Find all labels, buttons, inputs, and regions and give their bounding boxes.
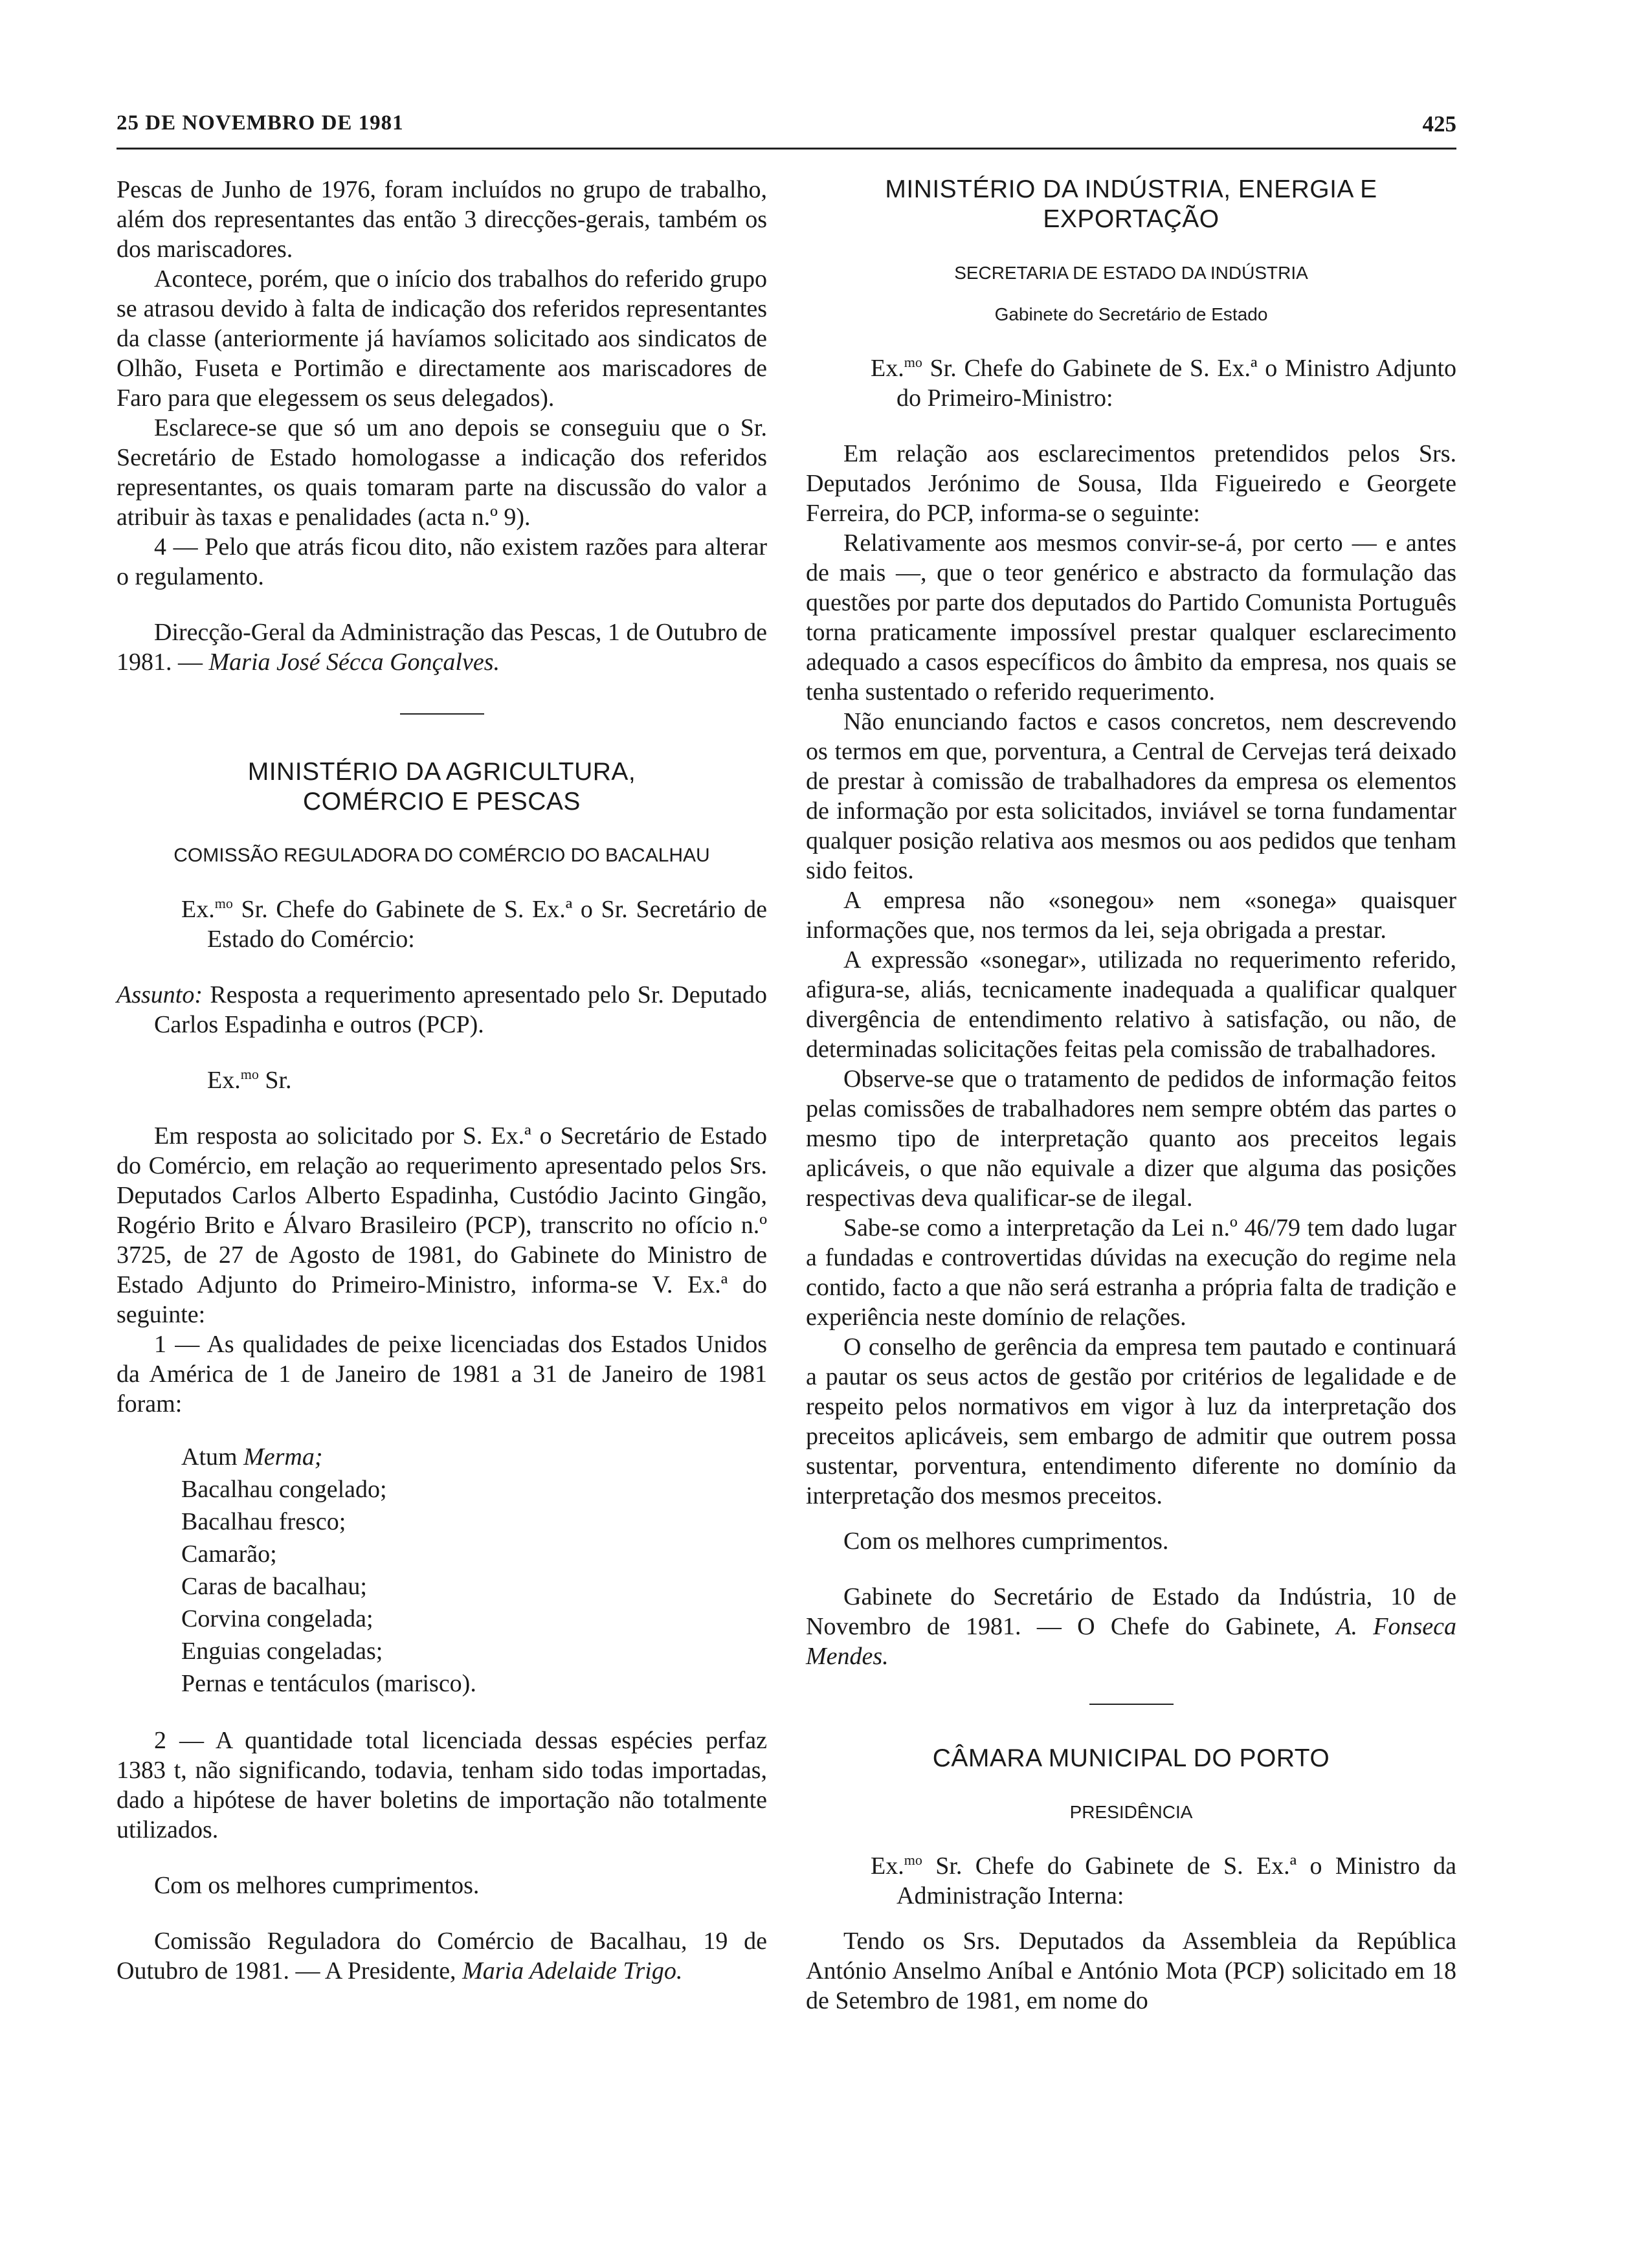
paragraph: Em resposta ao solicitado por S. Ex.ª o Secretário de Estado do Comércio, em relação ao requerimento apresentado pelos Srs. Deputados Carlos Alberto Espadinha, Custódio Jacinto Gingão, Rogério Brito e Álvaro Brasileiro (PCP), transcrito no ofício n.º 3725, de 27 de Agosto de 1981, do Gabinete do Ministro de Estado Adjunto do Primeiro-Ministro, informa-se V. Ex.ª do seguinte: [117, 1122, 767, 1328]
list-item: Bacalhau fresco; [181, 1508, 346, 1535]
list-item: Pernas e tentáculos (marisco). [181, 1670, 476, 1697]
addressee-text: Sr. Chefe do Gabinete de S. Ex.ª o Ministro da Administração Interna: [897, 1852, 1456, 1909]
paragraph: Esclarece-se que só um ano depois se conseguiu que o Sr. Secretário de Estado homologasse a indicação dos referidos representantes, os quais tomaram parte na discussão do valor a atribuir às taxas e penalidades (acta n.º 9). [117, 414, 767, 531]
page-number: 425 [1422, 111, 1456, 137]
addressee-title: Ex. [871, 355, 904, 382]
paragraph: O conselho de gerência da empresa tem pautado e continuará a pautar os seus actos de gestão por critérios de legalidade e de respeito pelos normativos em vigor à luz da interpretação dos preceitos aplicáveis, sem embargo de admitir que outrem possa sustentar, porventura, entendimento diferente no domínio da interpretação dos mesmos preceitos. [806, 1333, 1456, 1509]
signature-text: Comissão Reguladora do Comércio de Bacalhau, 19 de Outubro de 1981. — A Presidente, [117, 1928, 767, 1984]
presidency-heading: PRESIDÊNCIA [1069, 1802, 1193, 1822]
addressee [806, 1851, 1456, 1911]
signatory-name: A. Fonseca Mendes. [806, 1613, 1456, 1670]
section-divider [400, 713, 484, 715]
superscript: mo [904, 354, 922, 370]
salutation-text: Sr. [258, 1067, 292, 1094]
paragraph: Sabe-se como a interpretação da Lei n.º 46/79 tem dado lugar a fundadas e controvertidas dúvidas na execução do regime nela contido, facto a que não será estranha a própria falta de tradição e experiência neste domínio de relações. [806, 1214, 1456, 1331]
signature-block [117, 617, 767, 677]
signatory-name: Maria Adelaide Trigo. [462, 1957, 683, 1984]
paragraph: Pescas de Junho de 1976, foram incluídos no grupo de trabalho, além dos representantes das então 3 direcções-gerais, também os dos mariscadores. [117, 176, 767, 263]
list-item: Enguias congeladas; [181, 1638, 383, 1665]
paragraph: 1 — As qualidades de peixe licenciadas dos Estados Unidos da América de 1 de Janeiro de 1981 a 31 de Janeiro de 1981 foram: [117, 1331, 767, 1418]
signatory-name: Maria José Sécca Gonçalves. [208, 649, 500, 676]
right-column [806, 175, 1456, 2016]
section-divider [1089, 1704, 1174, 1705]
commission-heading: COMISSÃO REGULADORA DO COMÉRCIO DO BACALHAU [173, 845, 710, 866]
superscript: mo [214, 895, 233, 911]
addressee [806, 353, 1456, 413]
paragraph: Tendo os Srs. Deputados da Assembleia da República António Anselmo Aníbal e António Mota (PCP) solicitado em 18 de Setembro de 1981, em nome do [806, 1928, 1456, 2014]
signature-block [806, 1582, 1456, 1671]
addressee-title: Ex. [181, 896, 215, 923]
secretariat-heading: SECRETARIA DE ESTADO DA INDÚSTRIA [954, 263, 1308, 283]
paragraph: 4 — Pelo que atrás ficou dito, não existem razões para alterar o regulamento. [117, 533, 767, 590]
paragraph: A expressão «sonegar», utilizada no requerimento referido, afigura-se, aliás, tecnicamente inadequada a qualificar qualquer divergência de entendimento relativo à satisfação, ou não, de determinadas solicitações feitas pela comissão de trabalhadores. [806, 946, 1456, 1063]
list-item: Atum Merma; [181, 1443, 323, 1471]
paragraph: Observe-se que o tratamento de pedidos de informação feitos pelas comissões de trabalhadores nem sempre obtém das partes o mesmo tipo de interpretação quanto aos preceitos legais aplicáveis, o que não equivale a dizer que alguma das posições respectivas deva qualificar-se de ilegal. [806, 1065, 1456, 1212]
signature-text: Direcção-Geral da Administração das Pescas, 1 de Outubro de 1981. — [117, 619, 767, 676]
paragraph: Em relação aos esclarecimentos pretendidos pelos Srs. Deputados Jerónimo de Sousa, Ilda Figueiredo e Georgete Ferreira, do PCP, informa-se o seguinte: [806, 440, 1456, 527]
chamber-heading: CÂMARA MUNICIPAL DO PORTO [932, 1744, 1330, 1772]
paragraph: Relativamente aos mesmos convir-se-á, por certo — e antes de mais —, que o teor genérico e abstracto da formulação das questões por parte dos deputados do Partido Comunista Português torna praticamente impossível prestar qualquer esclarecimento adequado a casos específicos do âmbito da empresa, nos quais se tenha sustentado o referido requerimento. [806, 529, 1456, 706]
list-item: Caras de bacalhau; [181, 1573, 367, 1600]
addressee-text: Sr. Chefe do Gabinete de S. Ex.ª o Sr. Secretário de Estado do Comércio: [207, 896, 767, 953]
subject-text: Resposta a requerimento apresentado pelo Sr. Deputado Carlos Espadinha e outros (PCP). [154, 981, 767, 1038]
paragraph: A empresa não «sonegou» nem «sonega» quaisquer informações que, nos termos da lei, seja obrigada a prestar. [806, 887, 1456, 944]
page-header [117, 111, 1456, 150]
closing: Com os melhores cumprimentos. [154, 1872, 480, 1899]
closing: Com os melhores cumprimentos. [843, 1528, 1169, 1555]
signature-block [117, 1926, 767, 1986]
superscript: mo [240, 1066, 259, 1082]
addressee [117, 895, 767, 954]
salutation-title: Ex. [207, 1067, 241, 1094]
addressee-title: Ex. [871, 1852, 904, 1880]
cabinet-heading: Gabinete do Secretário de Estado [994, 304, 1268, 324]
paragraph: Acontece, porém, que o início dos trabalhos do referido grupo se atrasou devido à falta de indicação dos referidos representantes da classe (anteriormente já havíamos solicitado aos sindicatos de Olhão, Fuseta e Portimão e directamente aos mariscadores de Faro para que elegessem os seus delegados). [117, 265, 767, 412]
signature-text: Gabinete do Secretário de Estado da Indústria, 10 de Novembro de 1981. — O Chefe do Gabinete, [806, 1583, 1456, 1640]
list-item: Camarão; [181, 1540, 277, 1568]
subject-label: Assunto: [117, 981, 203, 1008]
paragraph: Não enunciando factos e casos concretos, nem descrevendo os termos em que, porventura, a Central de Cervejas terá deixado de prestar à comissão de trabalhadores da empresa os elementos de informação por esta solicitados, inviável se torna fundamentar qualquer posição relativa aos mesmos ou aos pedidos que tenham sido feitos. [806, 708, 1456, 884]
fish-list [181, 1441, 767, 1700]
superscript: mo [904, 1852, 922, 1868]
list-item: Corvina congelada; [181, 1605, 373, 1632]
list-item: Bacalhau congelado; [181, 1476, 387, 1503]
left-column [117, 175, 767, 1986]
subject-line [117, 980, 767, 1040]
header-date: 25 DE NOVEMBRO DE 1981 [117, 111, 404, 135]
paragraph: 2 — A quantidade total licenciada dessas espécies perfaz 1383 t, não significando, todavia, tenham sido todas importadas, dado a hipótese de haver boletins de importação não totalmente utilizados. [117, 1727, 767, 1843]
ministry-heading: MINISTÉRIO DA AGRICULTURA, COMÉRCIO E PESCAS [247, 758, 636, 816]
salutation [117, 1065, 767, 1095]
addressee-text: Sr. Chefe do Gabinete de S. Ex.ª o Ministro Adjunto do Primeiro-Ministro: [897, 355, 1456, 412]
ministry-heading: MINISTÉRIO DA INDÚSTRIA, ENERGIA E EXPORTAÇÃO [885, 175, 1377, 233]
